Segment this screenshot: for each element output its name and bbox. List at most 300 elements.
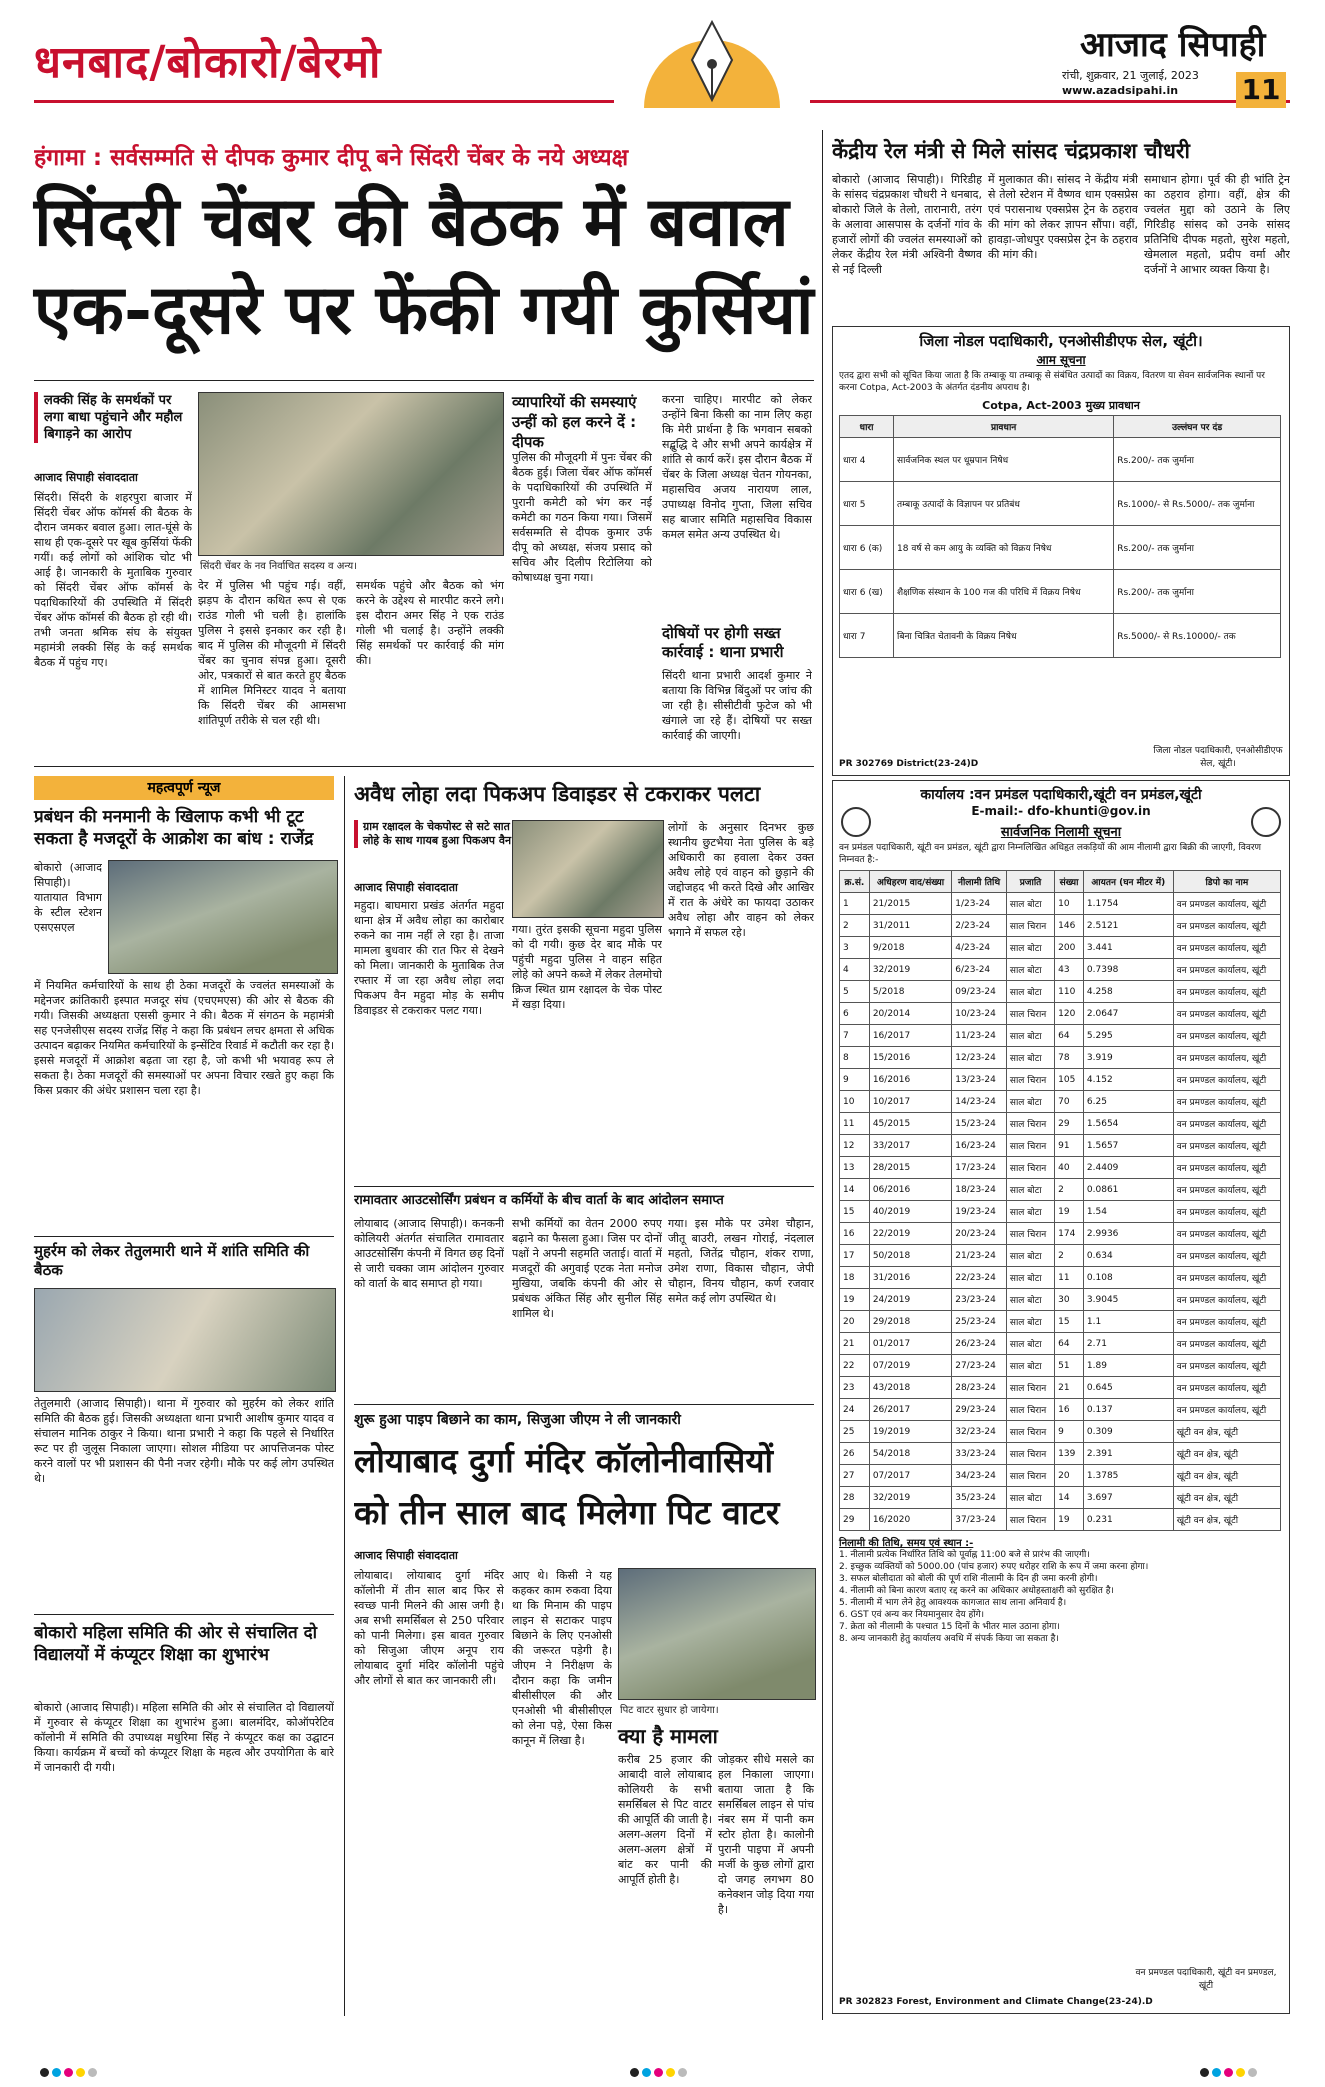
table-cell: 2.0647 [1083,1003,1173,1025]
forest-table-body [840,893,1281,1531]
table-cell: 13/23-24 [952,1069,1007,1091]
page-number: 11 [1236,72,1286,108]
cotpa-table [839,415,1281,658]
table-cell: 16 [1055,1399,1084,1421]
table-cell: 22 [840,1355,870,1377]
mahila-headline: बोकारो महिला समिति की ओर से संचालित दो विद्यालयों में कंप्यूटर शिक्षा का शुभारंभ [34,1623,318,1665]
forest-signature: वन प्रमण्डल पदाधिकारी, खूंटी वन प्रमण्डल, खूंटी [1135,1968,1277,1991]
table-row [840,1201,1281,1223]
table-cell: 19/23-24 [952,1201,1007,1223]
table-cell: 45/2015 [869,1113,951,1135]
table-cell: साल बोटा [1006,1487,1054,1509]
table-cell: 9 [1055,1421,1084,1443]
table-cell: 16/2016 [869,1069,951,1091]
table-cell: 20 [840,1311,870,1333]
lead-bottom-rule [34,766,814,767]
forest-header: प्रजाति [1006,871,1054,893]
table-cell: 16/2017 [869,1025,951,1047]
traders-sub-body: सिंदरी थाना प्रभारी आदर्श कुमार ने बताया कि विभिन्न बिंदुओं पर जांच की जा रही है। सीसीटीवी फुटेज को भी खंगाले जा रहे हैं। दोषियों पर सख्त कार्रवाई की जाएगी। [662,669,812,742]
table-row [840,1135,1281,1157]
pipe-headline-2: को तीन साल बाद मिलेगा पिट वाटर [354,1493,780,1532]
table-row [840,1179,1281,1201]
pen-nib-logo [640,8,784,108]
table-cell: 14/23-24 [952,1091,1007,1113]
pipe-body: लोयाबाद। लोयाबाद दुर्गा मंदिर कॉलोनी में तीन साल बाद फिर से स्वच्छ पानी मिलने की आस जगी है। अब सभी समर्सिबल से 250 परिवार को पानी मिलेगा। इस बावत गुरुवार को सिजुआ जीएम अनूप राय लोयाबाद दुर्गा मंदिर कॉलोनी पहुंचे और लोगों से बात कर जानकारी ली। [354,1569,504,1687]
table-cell: 18 वर्ष से कम आयु के व्यक्ति को विक्रय निषेध [894,526,1114,570]
ramavtar-body: लोयाबाद (आजाद सिपाही)। कनकनी कोलियरी अंतर्गत संचालित रामावतार आउटसोर्सिंग कंपनी में विगत छह दिनों से जारी चक्का जाम आंदोलन गुरुवार को वार्ता के बाद समाप्त हो गया। [354,1217,504,1290]
forest-term: 4. नीलामी को बिना कारण बताए रद्द करने का अधिकार अधोहस्ताक्षरी को सुरक्षित है। [839,1586,1114,1596]
lead-kicker-text: सर्वसम्मति से दीपक कुमार दीपू बने सिंदरी चेंबर के नये अध्यक्ष [110,145,629,171]
table-cell: 31/2016 [869,1267,951,1289]
table-cell: 146 [1055,915,1084,937]
iron-headline: अवैध लोहा लदा पिकअप डिवाइडर से टकराकर पलटा [354,782,761,806]
table-cell: Rs.200/- तक जुर्माना [1114,438,1281,482]
table-cell: 12 [840,1135,870,1157]
table-cell: साल चिरान [1006,1157,1054,1179]
traders-subhead: दोषियों पर होगी सख्त कार्रवाई : थाना प्रभारी [662,624,784,661]
table-cell: खूंटी वन क्षेत्र, खूंटी [1173,1443,1280,1465]
table-cell: वन प्रमण्डल कार्यालय, खूंटी [1173,1201,1280,1223]
table-cell: वन प्रमण्डल कार्यालय, खूंटी [1173,915,1280,937]
table-cell: 3.697 [1083,1487,1173,1509]
table-row [840,1333,1281,1355]
table-cell: वन प्रमण्डल कार्यालय, खूंटी [1173,1047,1280,1069]
table-cell: 200 [1055,937,1084,959]
table-cell: 0.7398 [1083,959,1173,981]
lead-body-3: समर्थक पहुंचे और बैठक को भंग करने के उद्देश्य से मारपीट करने लगे। इस दौरान अमर सिंह ने एक राउंड गोली भी चलाई है। उन्होंने लक्की सिंह समर्थकों पर कार्रवाई की मांग की। [356,579,504,667]
side-quote-text: लक्की सिंह के समर्थकों पर लगा बाधा पहुंचाने और महौल बिगाड़ने का आरोप [44,393,183,442]
forest-intro: वन प्रमंडल पदाधिकारी, खूंटी वन प्रमंडल, खूंटी द्वारा निम्नलिखित अधिहृत लकड़ियों की आम नीलामी द्वारा बिक्री की जाएगी, विवरण निम्नवत है:- [839,843,1262,865]
lead-body-1: सिंदरी। सिंदरी के शहरपुरा बाजार में सिंदरी चेंबर ऑफ कॉमर्स की बैठक के दौरान जमकर बवाल हुआ। लात-घूंसे के साथ ही एक-दूसरे पर खूब कुर्सियां फेंकी गयीं। कई लोगों को आंशिक चोट भी आई है। जानकारी के मुताबिक गुरुवार को सिंदरी चेंबर ऑफ कॉमर्स के पदाधिकारियों की उपस्थिति में सिंदरी चेंबर ऑफ कॉमर्स की बैठक हो रही थी। तभी जनता श्रमिक संघ के संयुक्त महामंत्री लक्की सिंह के कई समर्थक बैठक में पहुंच गए। [34,491,192,669]
table-cell: धारा 5 [840,482,894,526]
forest-term: 8. अन्य जानकारी हेतु कार्यालय अवधि में संपर्क किया जा सकता है। [839,1634,1059,1644]
table-cell: 5.295 [1083,1025,1173,1047]
table-cell: 91 [1055,1135,1084,1157]
table-cell: वन प्रमण्डल कार्यालय, खूंटी [1173,1377,1280,1399]
forest-header: संख्या [1055,871,1084,893]
rail-body-right: समाधान होगा। पूर्व की ही भांति ट्रेन का ठहराव होगा। वहीं, क्षेत्र की ज्वलंत मुद्दा को उठाने के लिए गिरिडीह सांसद को उनके सांसद प्रतिनिधि दीपक महतो, सुरेश महतो, खेमलाल महतो, प्रदीप वर्मा और दर्जनों ने आभार व्यक्त किया है। [1144,173,1290,276]
forest-notice [832,780,1290,2014]
table-cell: वन प्रमण्डल कार्यालय, खूंटी [1173,1003,1280,1025]
table-cell: 6 [840,1003,870,1025]
table-cell: 43/2018 [869,1377,951,1399]
registration-marks-right [1200,2062,1260,2081]
table-cell: 70 [1055,1091,1084,1113]
table-cell: 43 [1055,959,1084,981]
table-cell: साल बोटा [1006,1311,1054,1333]
ramavtar-rule [354,1186,814,1187]
table-cell: 14 [1055,1487,1084,1509]
pipe-rule [354,1404,814,1405]
table-row [840,1289,1281,1311]
table-cell: 120 [1055,1003,1084,1025]
table-cell: 0.231 [1083,1509,1173,1531]
cotpa-signature: जिला नोडल पदाधिकारी, एनओसीडीएफ सेल, खूंटी। [1153,746,1283,769]
table-row [840,1157,1281,1179]
forest-email: E-mail:- dfo-khunti@gov.in [971,804,1151,818]
masthead-rule-right [810,100,1290,103]
table-row [840,1069,1281,1091]
table-cell: 4.152 [1083,1069,1173,1091]
table-cell: 2.9936 [1083,1223,1173,1245]
table-cell: खूंटी वन क्षेत्र, खूंटी [1173,1509,1280,1531]
cotpa-title: आम सूचना [1036,353,1086,367]
table-cell: वन प्रमण्डल कार्यालय, खूंटी [1173,959,1280,981]
table-cell: 24 [840,1399,870,1421]
pipe-body-mid: आए थे। किसी ने यह कहकर काम रुकवा दिया था कि मिनाम की पाइप लाइन से सटाकर पाइप बिछाने के लिए एनओसी की जरूरत पड़ेगी है। जीएम ने निरीक्षण के दौरान कहा कि जमीन बीसीसीएल की और एनओसी भी बीसीसीएल को लेना पड़े, ऐसा किस कानून में लिखा है। [512,1569,612,1747]
table-cell: 22/23-24 [952,1267,1007,1289]
table-cell: खूंटी वन क्षेत्र, खूंटी [1173,1487,1280,1509]
table-cell: साल बोटा [1006,1179,1054,1201]
table-cell: 0.0861 [1083,1179,1173,1201]
table-cell: साल चिरान [1006,1465,1054,1487]
table-cell: साल बोटा [1006,1355,1054,1377]
table-cell: वन प्रमण्डल कार्यालय, खूंटी [1173,1223,1280,1245]
table-cell: साल चिरान [1006,1135,1054,1157]
table-cell: 19 [1055,1201,1084,1223]
pipe-sub-body: करीब 25 हजार की आबादी वाले लोयाबाद कोलियरी के सभी समर्सिबल से पिट वाटर की आपूर्ति की जाती है। अलग-अलग दिनों में अलग-अलग क्षेत्रों में बांट कर पानी की आपूर्ति होती है। [618,1753,712,1886]
table-cell: 2 [1055,1245,1084,1267]
masthead [0,0,1325,118]
table-cell: 23/23-24 [952,1289,1007,1311]
lead-photo [198,392,504,556]
shanti-rule [34,1236,334,1237]
table-cell: 1.54 [1083,1201,1173,1223]
table-row [840,1377,1281,1399]
table-cell: 2/23-24 [952,915,1007,937]
table-row [840,1223,1281,1245]
table-cell: 1.5654 [1083,1113,1173,1135]
table-cell: 0.309 [1083,1421,1173,1443]
table-cell: 6/23-24 [952,959,1007,981]
table-row [840,1267,1281,1289]
table-cell: सार्वजनिक स्थल पर धूम्रपान निषेध [894,438,1114,482]
table-row [840,614,1281,658]
table-cell: 2.71 [1083,1333,1173,1355]
table-cell: 11 [840,1113,870,1135]
table-cell: वन प्रमण्डल कार्यालय, खूंटी [1173,1179,1280,1201]
mahila-body: बोकारो (आजाद सिपाही)। महिला समिति की ओर से संचालित दो विद्यालयों में गुरुवार से कंप्यूटर शिक्षा का शुभारंभ हुआ। बालमंदिर, कोऑपरेटिव कॉलोनी में समिति की उपाध्यक्ष मधुरिमा सिंह ने कंप्यूटर कक्ष का उद्घाटन किया। कार्यक्रम में बच्चों को कंप्यूटर शिक्षा के महत्व और उपयोगिता के बारे में जानकारी दी गयी। [34,1701,334,1774]
table-cell: साल चिरान [1006,1113,1054,1135]
table-cell: वन प्रमण्डल कार्यालय, खूंटी [1173,1091,1280,1113]
shanti-body: तेतुलमारी (आजाद सिपाही)। थाना में गुरुवार को मुहर्रम को लेकर शांति समिति की बैठक हुई। जिसकी अध्यक्षता थाना प्रभारी आशीष कुमार यादव व संचालन मानिक ठाकुर ने किया। थाना प्रभारी ने कहा कि पहले से निर्धारित रूट पर ही जुलूस निकाला जाएगा। सोशल मीडिया पर आपत्तिजनक पोस्ट करने वालों पर भी प्रशासन की पैनी नजर रहेगी। मौके पर कई लोग उपस्थित थे। [34,1397,334,1485]
shanti-headline: मुहर्रम को लेकर तेतुलमारी थाने में शांति समिति की बैठक [34,1242,310,1279]
table-row [840,1047,1281,1069]
table-cell: साल चिरान [1006,1377,1054,1399]
table-cell: वन प्रमण्डल कार्यालय, खूंटी [1173,1289,1280,1311]
emblem-icon [841,807,871,837]
table-row [840,1091,1281,1113]
forest-office: कार्यालय :वन प्रमंडल पदाधिकारी,खूंटी वन प्रमंडल,खूंटी [920,787,1202,803]
table-cell: 7 [840,1025,870,1047]
table-cell: साल चिरान [1006,1003,1054,1025]
table-cell: साल चिरान [1006,1399,1054,1421]
table-cell: 14 [840,1179,870,1201]
table-cell: 3 [840,937,870,959]
table-row [840,937,1281,959]
forest-header: नीलामी तिथि [952,871,1007,893]
table-cell: वन प्रमण्डल कार्यालय, खूंटी [1173,893,1280,915]
forest-header: आयतन (घन मीटर में) [1083,871,1173,893]
table-cell: 0.645 [1083,1377,1173,1399]
pipe-subhead: क्या है मामला [618,1724,718,1748]
table-cell: 15/2016 [869,1047,951,1069]
forest-terms [839,1549,1283,1645]
iron-body-mid: गया। तुरंत इसकी सूचना महुदा पुलिस को दी गयी। कुछ देर बाद मौके पर पहुंची महुदा पुलिस ने वाहन सहित लोहे को अपने कब्जे में लेकर तेलमोचो क्रिज स्थित ग्राम रक्षादल के चेक पोस्ट में खड़ा दिया। [512,923,662,1011]
table-cell: 15 [840,1201,870,1223]
lead-divider [34,380,814,381]
pipe-body-right: जोड़कर सीधे मसले का हल निकाला जाएगा। बताया जाता है कि समर्सिबल लाइन से पांच नंबर सम में पानी कम स्टोर होता है। कालोनी पुरानी पाइपा में अपनी मर्जी के कुछ लोगों द्वारा दो जगह लगभग 80 कनेक्शन जोड़ दिया गया है। [718,1753,814,1916]
iron-side [354,820,513,848]
table-row [840,893,1281,915]
cotpa-intro: एतद द्वारा सभी को सूचित किया जाता है कि तम्बाकू या तम्बाकू से संबंधित उत्पादों का विक्रय, वितरण या सेवन सार्वजनिक स्थानों पर करना Cotpa, Act-2003 के अंतर्गत दंडनीय अपराध है। [839,371,1265,393]
table-cell: साल बोटा [1006,1333,1054,1355]
traders-headline: व्यापारियों की समस्याएं उन्हीं को हल करने दें : दीपक [512,393,637,451]
table-cell: 1/23-24 [952,893,1007,915]
table-cell: 06/2016 [869,1179,951,1201]
rail-body: बोकारो (आजाद सिपाही)। गिरिडीह के सांसद चंद्रप्रकाश चौधरी ने धनबाद, बोकारो जिले के तेलो, तारानारी, तरंग के अलावा आसपास के दर्जनों गांव के हजारों लोगों की ज्वलंत समस्याओं को लेकर केंद्रीय रेल मंत्री अश्विनी वैष्णव से नई दिल्ली [832,173,982,276]
table-cell: 16/2020 [869,1509,951,1531]
table-row [840,526,1281,570]
table-cell: 10/2017 [869,1091,951,1113]
table-cell: 5/2018 [869,981,951,1003]
traders-body-right: करना चाहिए। मारपीट को लेकर उन्होंने बिना किसी का नाम लिए कहा कि मेरी प्रार्थना है कि भगवान सबको सद्बुद्धि दे और सभी अपने कार्यक्षेत्र में शांति से कार्य करें। इस दौरान बैठक में चेंबर के जिला अध्यक्ष चेतन गोयनका, महासचिव अजय नारायण लाल, उपाध्यक्ष विनोद गुप्ता, जिला सचिव सह बाजार समिति महासचिव विकास कमल समेत अन्य उपस्थित थे। [662,393,812,541]
table-cell: साल बोटा [1006,1289,1054,1311]
table-cell: 3.919 [1083,1047,1173,1069]
website: www.azadsipahi.in [1062,84,1179,97]
table-cell: 37/23-24 [952,1509,1007,1531]
table-cell: 17/23-24 [952,1157,1007,1179]
table-cell: वन प्रमण्डल कार्यालय, खूंटी [1173,981,1280,1003]
lead-kicker-label: हंगामा : [34,145,103,171]
table-cell: 33/23-24 [952,1443,1007,1465]
paper-name: आजाद सिपाही [1080,25,1266,65]
table-cell: 174 [1055,1223,1084,1245]
table-cell: 25/23-24 [952,1311,1007,1333]
table-cell: 07/2017 [869,1465,951,1487]
table-cell: Rs.5000/- से Rs.10000/- तक [1114,614,1281,658]
column-divider [344,776,345,2016]
table-cell: 19 [1055,1509,1084,1531]
ramavtar-body-mid: सभी कर्मियों का वेतन 2000 रुपए बढ़ाने का फैसला हुआ। जिस पर दोनों पक्षों ने अपनी सहमति जताई। वार्ता में मजदूरों की अगुवाई एटक नेता मनोज मुखिया, जबकि कंपनी की ओर से प्रबंधक अंकित सिंह और सुनील सिंह शामिल थे। [512,1217,662,1320]
lead-body-2: देर में पुलिस भी पहुंच गई। वहीं, झड़प के दौरान कथित रूप से एक राउंड गोली भी चली है। हालांकि पुलिस ने इससे इनकार कर रही है। बाद में पुलिस की मौजूदगी में सिंदरी चेंबर का चुनाव संपन्न हुआ। दूसरी ओर, पत्रकारों से बात करते हुए बैठक में शामिल मिनिस्टर यादव ने बताया कि सिंदरी चेंबर की आमसभा शांतिपूर्ण तरीके से चल रही थी। [198,579,346,727]
table-cell: 40 [1055,1157,1084,1179]
table-cell: साल चिरान [1006,1223,1054,1245]
table-cell: 32/2019 [869,1487,951,1509]
table-cell: 26 [840,1443,870,1465]
table-cell: 32/23-24 [952,1421,1007,1443]
cotpa-header: धारा [840,416,894,438]
table-cell: 4 [840,959,870,981]
important-headline: प्रबंधन की मनमानी के खिलाफ कभी भी टूट सकता है मजदूरों के आक्रोश का बांध : राजेंद्र [34,807,314,849]
table-cell: Rs.200/- तक जुर्माना [1114,570,1281,614]
table-cell: 1.5657 [1083,1135,1173,1157]
iron-byline: आजाद सिपाही संवाददाता [354,881,458,894]
table-cell: 1.3785 [1083,1465,1173,1487]
table-row [840,1113,1281,1135]
iron-body-right: लोगों के अनुसार दिनभर कुछ स्थानीय छुटभैया नेता पुलिस के बड़े अधिकारी का हवाला देकर उक्त अवैध लोहे एवं वाहन को छुड़ाने की जद्दोजहद भी करते दिखे और आखिर में रात के अंधेरे का फायदा उठाकर अवैध लोहा और वाहन को लेकर भगाने में सफल रहे। [668,821,814,939]
dateline: रांची, शुक्रवार, 21 जुलाई, 2023 [1062,69,1199,82]
mahila-rule [34,1614,334,1615]
table-cell: 20/2014 [869,1003,951,1025]
forest-header: क्र.सं. [840,871,870,893]
table-cell: 19/2019 [869,1421,951,1443]
table-row [840,1025,1281,1047]
table-cell: साल बोटा [1006,937,1054,959]
table-cell: 2 [840,915,870,937]
table-cell: 29/2018 [869,1311,951,1333]
pipe-photo-caption: पिट वाटर सुधार हो जायेगा। [620,1705,719,1716]
table-cell: साल चिरान [1006,1069,1054,1091]
table-cell: साल बोटा [1006,1201,1054,1223]
table-cell: 10 [1055,893,1084,915]
table-row [840,1421,1281,1443]
table-cell: 34/23-24 [952,1465,1007,1487]
table-row [840,1465,1281,1487]
table-cell: 01/2017 [869,1333,951,1355]
table-cell: 2.4409 [1083,1157,1173,1179]
ramavtar-body-right: गया। इस मौके पर उमेश चौहान, जीतू बाउरी, लखन गोराई, नंदलाल महतो, जितेंद्र चौहान, शंकर राणा, उमेश राणा, विकास चौहान, जेपी चौहान, विनय चौहान, कर्ण रजवार समेत कई लोग उपस्थित थे। [668,1217,814,1305]
table-cell: 30 [1055,1289,1084,1311]
table-row [840,482,1281,526]
table-row [840,570,1281,614]
table-cell: वन प्रमण्डल कार्यालय, खूंटी [1173,1355,1280,1377]
table-cell: 4.258 [1083,981,1173,1003]
pipe-byline: आजाद सिपाही संवाददाता [354,1549,458,1562]
rail-body-mid: में मुलाकात की। सांसद ने केंद्रीय मंत्री से तेलो स्टेशन में वैष्णव धाम एक्सप्रेस एवं परासनाथ एक्सप्रेस ट्रेन के ठहराव की मांग को लेकर ज्ञापन सौंपा। वहीं, हावड़ा-जोधपुर एक्सप्रेस ट्रेन के ठहराव की मांग की। [988,173,1138,261]
table-cell: 29 [1055,1113,1084,1135]
table-cell: Rs.1000/- से Rs.5000/- तक जुर्माना [1114,482,1281,526]
important-body: में नियमित कर्मचारियों के साथ ही ठेका मजदूरों के ज्वलंत समस्याओं के मद्देनजर क्रांतिकारी इस्पात मजदूर संघ (एचएमएस) की ओर से बैठक की गयी। जिसकी अध्यक्षता एससी कुमार ने की। बैठक में संगठन के महामंत्री सह एनजेसीएस सदस्य राजेंद्र सिंह ने कहा कि प्रबंधन लचर क्षमता से अधिक उत्पादन बढ़ाकर नियमित कर्मचारियों के इन्सेंटिव रिवार्ड में कटौती कर रहा है। इससे मजदूरों में आक्रोश बढ़ता जा रहा है, जो कभी भी भयावह रूप ले सकता है। ठेका मजदूरों की समस्याओं पर अपना विचार रखते हुए कहा कि किस प्रकार की अंधेर प्रशासन चला रहा है। [34,979,334,1097]
table-cell: खूंटी वन क्षेत्र, खूंटी [1173,1421,1280,1443]
table-cell: धारा 4 [840,438,894,482]
table-row [840,1355,1281,1377]
table-cell: 9 [840,1069,870,1091]
registration-marks-left [40,2062,100,2081]
table-cell: 21 [840,1333,870,1355]
table-cell: 18/23-24 [952,1179,1007,1201]
lead-side-quote [34,392,194,443]
table-cell: तम्बाकू उत्पादों के विज्ञापन पर प्रतिबंध [894,482,1114,526]
table-cell: 1.1 [1083,1311,1173,1333]
pipe-kicker: शुरू हुआ पाइप बिछाने का काम, सिजुआ जीएम ने ली जानकारी [354,1412,681,1428]
table-cell: 2.391 [1083,1443,1173,1465]
right-column-divider [822,130,823,2020]
table-cell: धारा 6 (क) [840,526,894,570]
table-cell: वन प्रमण्डल कार्यालय, खूंटी [1173,1311,1280,1333]
table-cell: वन प्रमण्डल कार्यालय, खूंटी [1173,1025,1280,1047]
table-cell: 0.108 [1083,1267,1173,1289]
table-row [840,981,1281,1003]
table-row [840,1399,1281,1421]
table-cell: 10 [840,1091,870,1113]
table-row [840,1311,1281,1333]
lead-headline-1: सिंदरी चेंबर की बैठक में बवाल [34,182,789,262]
table-cell: 3.441 [1083,937,1173,959]
table-cell: 16 [840,1223,870,1245]
table-row [840,1443,1281,1465]
table-cell: Rs.200/- तक जुर्माना [1114,526,1281,570]
table-cell: 18 [840,1267,870,1289]
important-dateline: बोकारो (आजाद सिपाही)। यातायात विभाग के स्टील स्टेशन एसएसएल [34,861,102,934]
table-cell: वन प्रमण्डल कार्यालय, खूंटी [1173,1267,1280,1289]
ramavtar-headline: रामावतार आउटसोर्सिंग प्रबंधन व कर्मियों के बीच वार्ता के बाद आंदोलन समाप्त [354,1193,724,1208]
cotpa-table-title: Cotpa, Act-2003 मुख्य प्रावधान [982,399,1140,412]
table-cell: 15 [1055,1311,1084,1333]
table-cell: 64 [1055,1333,1084,1355]
table-cell: वन प्रमण्डल कार्यालय, खूंटी [1173,1333,1280,1355]
table-cell: 78 [1055,1047,1084,1069]
table-cell: 2 [1055,1179,1084,1201]
table-cell: 11/23-24 [952,1025,1007,1047]
traders-body: पुलिस की मौजूदगी में पुनः चेंबर की बैठक हुई। जिला चेंबर ऑफ कॉमर्स के पदाधिकारियों की उपस्थिति में पुरानी कमेटी को भंग कर नई कमेटी का गठन किया गया। जिसमें सर्वसम्मति से दीपक कुमार उर्फ दीपू को अध्यक्ष, संजय प्रसाद को सचिव और दिलीप रिटोलिया को कोषाध्यक्ष चुना गया। [512,451,652,584]
table-cell: 25 [840,1421,870,1443]
table-cell: 105 [1055,1069,1084,1091]
table-cell: 19 [840,1289,870,1311]
table-cell: साल बोटा [1006,1091,1054,1113]
masthead-rule-left [34,100,614,103]
table-cell: 32/2019 [869,959,951,981]
table-cell: वन प्रमण्डल कार्यालय, खूंटी [1173,937,1280,959]
table-cell: 20/23-24 [952,1223,1007,1245]
table-cell: 10/23-24 [952,1003,1007,1025]
table-cell: धारा 6 (ख) [840,570,894,614]
forest-table-header [840,871,1281,893]
table-row [840,1487,1281,1509]
table-cell: 12/23-24 [952,1047,1007,1069]
table-cell: वन प्रमण्डल कार्यालय, खूंटी [1173,1157,1280,1179]
table-cell: साल बोटा [1006,893,1054,915]
forest-title: सार्वजनिक निलामी सूचना [1000,825,1122,840]
table-cell: 110 [1055,981,1084,1003]
iron-body: महुदा। बाघमारा प्रखंड अंतर्गत महुदा थाना क्षेत्र में अवैध लोहा का कारोबार रुकने का नाम नहीं ले रहा है। ताजा मामला बुधवार की रात फिर से देखने को मिला। जानकारी के मुताबिक तेज रफ्तार में जा रहा अवैध लोहा लदा पिकअप वैन महुदा मोड़ के समीप डिवाइडर से टकराकर पलट गया। [354,899,504,1017]
table-cell: 26/23-24 [952,1333,1007,1355]
table-cell: 40/2019 [869,1201,951,1223]
forest-term: 1. नीलामी प्रत्येक निर्धारित तिथि को पूर्वाह्न 11:00 बजे से प्रारंभ की जाएगी। [839,1550,1090,1560]
forest-term: 6. GST एवं अन्य कर नियमानुसार देय होंगे। [839,1610,985,1620]
table-cell: 24/2019 [869,1289,951,1311]
table-cell: 4/23-24 [952,937,1007,959]
table-cell: 29/23-24 [952,1399,1007,1421]
lead-photo-caption: सिंदरी चेंबर के नव निर्वाचित सदस्य व अन्य। [200,561,357,572]
table-cell: 139 [1055,1443,1084,1465]
lead-headline-2: एक-दूसरे पर फेंकी गयी कुर्सियां [34,270,814,350]
forest-term: 3. सफल बोलीदाता को बोली की पूर्ण राशि नीलामी के दिन ही जमा करनी होगी। [839,1574,1098,1584]
table-cell: 17 [840,1245,870,1267]
forest-term: 5. नीलामी में भाग लेने हेतु आवश्यक कागजात साथ लाना अनिवार्य है। [839,1598,1067,1608]
table-cell: साल बोटा [1006,981,1054,1003]
forest-pr-no: PR 302823 Forest, Environment and Climate Change(23-24).D [839,1997,1153,2007]
table-cell: 16/23-24 [952,1135,1007,1157]
table-cell: साल बोटा [1006,1267,1054,1289]
table-cell: 27/23-24 [952,1355,1007,1377]
table-cell: 0.634 [1083,1245,1173,1267]
table-cell: 50/2018 [869,1245,951,1267]
shanti-photo [34,1288,336,1392]
table-cell: 0.137 [1083,1399,1173,1421]
table-row [840,915,1281,937]
important-photo [108,860,338,974]
table-cell: साल बोटा [1006,1047,1054,1069]
forest-term: 7. क्रेता को नीलामी के पश्चात 15 दिनों के भीतर माल उठाना होगा। [839,1622,1060,1632]
table-cell: 21/23-24 [952,1245,1007,1267]
iron-photo [512,820,664,918]
table-cell: 28 [840,1487,870,1509]
table-cell: 3.9045 [1083,1289,1173,1311]
table-row [840,959,1281,981]
table-cell: 9/2018 [869,937,951,959]
table-cell: 21 [1055,1377,1084,1399]
